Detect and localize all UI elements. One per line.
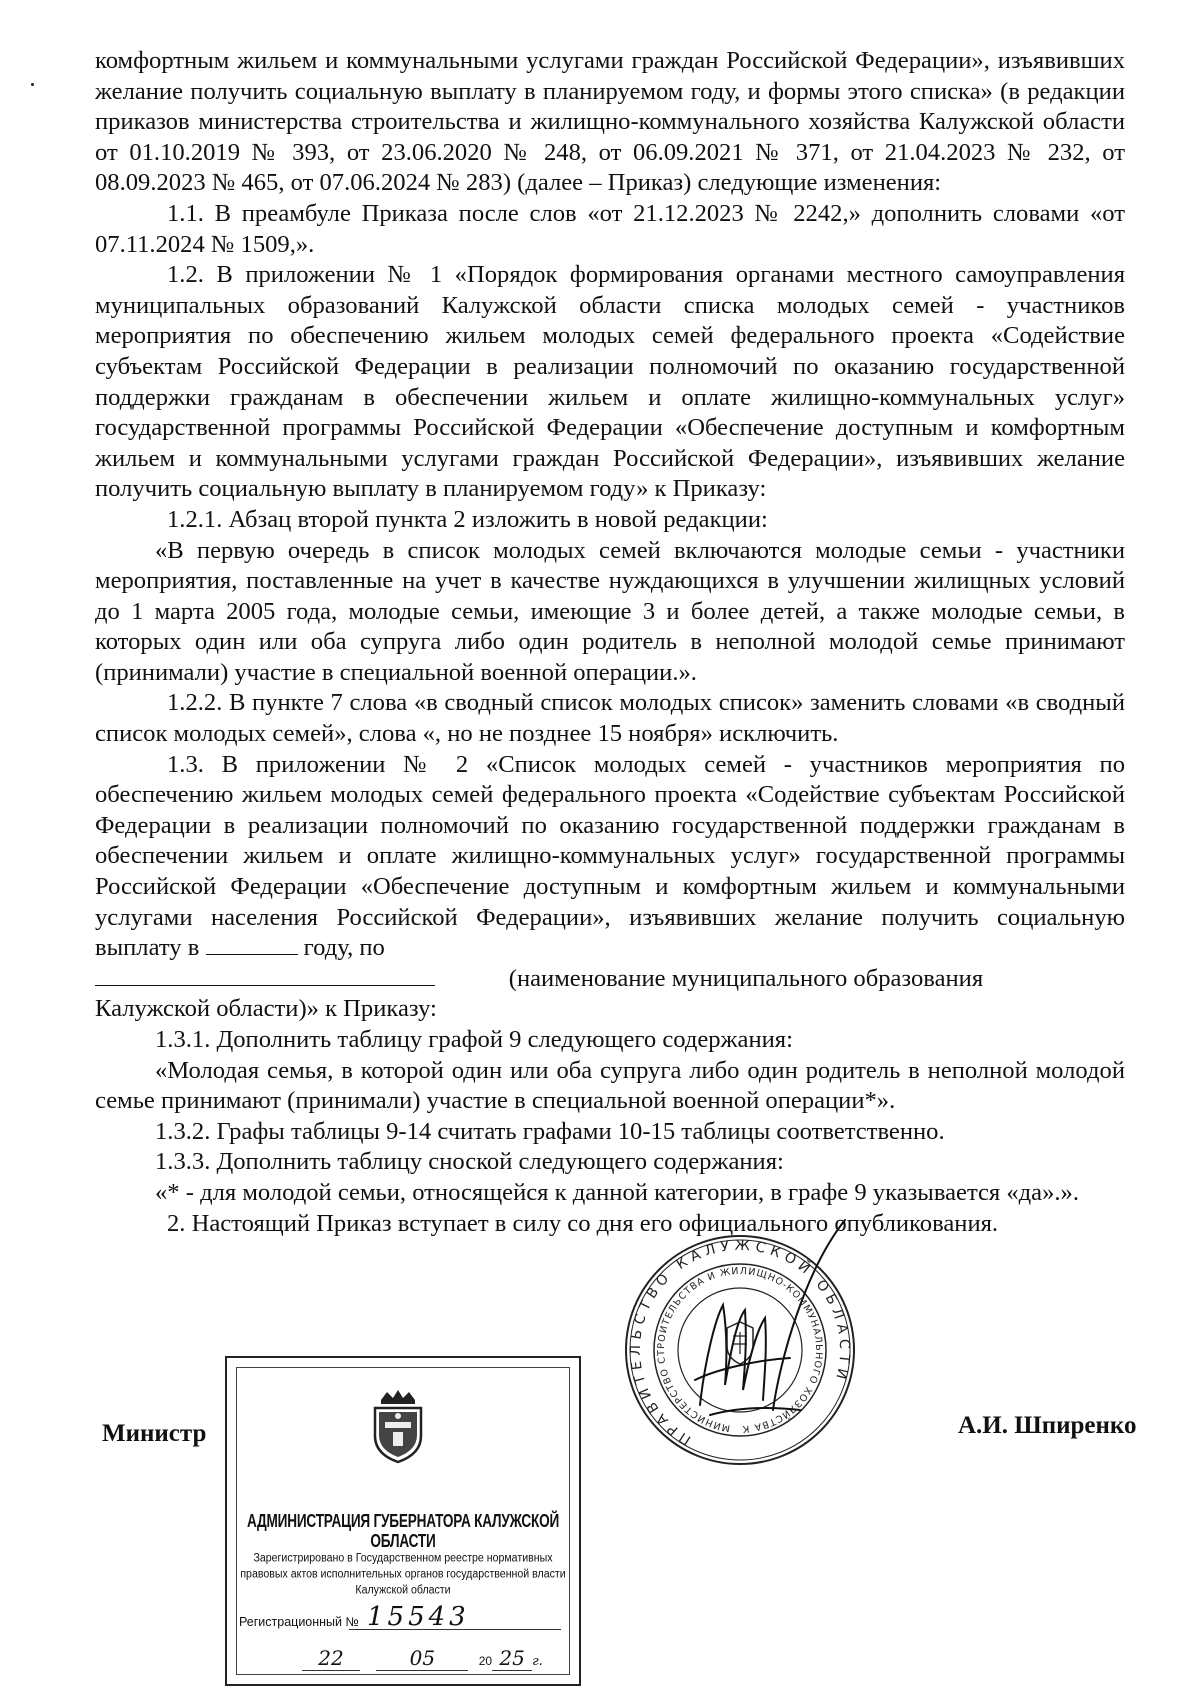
seal-inner-path: МИНИСТЕРСТВО СТРОИТЕЛЬСТВА И ЖИЛИЩНО-КОММУНАЛЬНОГО ХОЗЯЙСТВА К bbox=[655, 1265, 825, 1435]
coat-of-arms-icon bbox=[367, 1386, 429, 1466]
registration-number-label: Регистрационный № bbox=[239, 1615, 359, 1629]
paragraph-1-2-1: 1.2.1. Абзац второй пункта 2 изложить в новой редакции: bbox=[167, 505, 768, 533]
paragraph-1-3-municipality bbox=[95, 964, 1125, 995]
paragraph-1-3-text: 1.3. В приложении № 2 «Список молодых семей - участников мероприятия по обеспечению жильем молодых семей федерального проекта «Содействие субъектам Российской Федерации в реализации полномочий по оказанию государственной поддержки гражданам в обеспечении жильем и оплате жилищно-коммунальных услуг» государственной программы Российской Федерации «Обеспечение доступным и комфортным жильем и коммунальными услугами населения Российской Федерации», изъявивших желание получить социальную выплату в bbox=[95, 750, 1125, 962]
paragraph-1-1: 1.1. В преамбуле Приказа после слов «от 21.12.2023 № 2242,» дополнить словами «от 07.11.2024 № 1509,». bbox=[95, 199, 1125, 258]
stamp-registration-text: Зарегистрировано в Государственном реестре нормативных правовых актов исполнительных органов государственной власти Калужской области bbox=[240, 1551, 566, 1597]
paragraph-quote-priority: «В первую очередь в список молодых семей включаются молодые семьи - участники мероприятия, поставленные на учет в качестве нуждающихся в улучшении жилищных условий до 1 марта 2005 года, молодые семьи, имеющие 3 и более детей, а также молодые семьи, в которых один или оба супруга либо один родитель в неполной молодой семье принимают (принимали) участие в специальной военной операции.». bbox=[95, 536, 1125, 686]
stamp-organization: АДМИНИСТРАЦИЯ ГУБЕРНАТОРА КАЛУЖСКОЙ ОБЛАСТИ bbox=[246, 1510, 560, 1552]
paragraph-1-3-2: 1.3.2. Графы таблицы 9-14 считать графами 10-15 таблицы соответственно. bbox=[155, 1117, 945, 1145]
paragraph-2: 2. Настоящий Приказ вступает в силу со дня его официального опубликования. bbox=[167, 1209, 999, 1237]
registration-stamp bbox=[225, 1356, 581, 1686]
registration-date bbox=[302, 1646, 543, 1671]
paragraph-1-3-3: 1.3.3. Дополнить таблицу сноской следующего содержания: bbox=[155, 1148, 784, 1176]
registration-day: 22 bbox=[302, 1646, 360, 1671]
paragraph-quote-column: «Молодая семья, в которой один или оба супруга либо один родитель в неполной молодой семье принимают (принимали) участие в специальной военной операции*». bbox=[95, 1056, 1125, 1115]
document-body bbox=[95, 46, 1125, 1239]
paragraph-1-2-2: 1.2.2. В пункте 7 слова «в сводный список молодых список» заменить словами «в сводный список молодых семей», слова «, но не позднее 15 ноября» исключить. bbox=[95, 689, 1125, 748]
registration-number: 15543 bbox=[367, 1602, 470, 1632]
paragraph-1-3 bbox=[95, 750, 1125, 964]
paragraph-quote-footnote: «* - для молодой семьи, относящейся к данной категории, в графе 9 указывается «да».». bbox=[155, 1178, 1079, 1206]
paragraph-1-3-year: году, по bbox=[303, 934, 385, 962]
registration-month: 05 bbox=[376, 1646, 468, 1671]
minister-title: Министр bbox=[102, 1420, 207, 1447]
paragraph-1-2: 1.2. В приложении № 1 «Порядок формирования органами местного самоуправления муниципальных образований Калужской области списка молодых семей - участников мероприятия по обеспечению жильем молодых семей федерального проекта «Содействие субъектам Российской Федерации в реализации полномочий по оказанию государственной поддержки гражданам в обеспечении жильем и оплате жилищно-коммунальных услуг» государственной программы Российской Федерации «Обеспечение доступным и комфортным жильем и коммунальными услугами граждан Российской Федерации», изъявивших желание получить социальную выплату в планируемом году» к Приказу: bbox=[95, 261, 1125, 503]
registration-year-prefix: 20 bbox=[478, 1654, 493, 1668]
year-blank bbox=[206, 934, 298, 955]
municipality-blank bbox=[95, 965, 435, 986]
paragraph-intro: комфортным жильем и коммунальными услугами граждан Российской Федерации», изъявивших желание получить социальную выплату в планируемом году, и формы этого списка» (в редакции приказов министерства строительства и жилищно-коммунального хозяйства Калужской области от 01.10.2019 № 393, от 23.06.2020 № 248, от 06.09.2021 № 371, от 21.04.2023 № 232, от 08.09.2023 № 465, от 07.06.2024 № 283) (далее – Приказ) следующие изменения: bbox=[95, 47, 1125, 197]
signer-name: А.И. Шпиренко bbox=[958, 1412, 1137, 1439]
registration-year: 25 bbox=[492, 1646, 532, 1671]
registration-year-abbr: г. bbox=[532, 1654, 543, 1669]
paragraph-1-3-1: 1.3.1. Дополнить таблицу графой 9 следующего содержания: bbox=[155, 1026, 793, 1053]
municipality-caption: (наименование муниципального образования bbox=[508, 964, 984, 992]
official-seal bbox=[615, 1210, 865, 1490]
paragraph-1-3-end: Калужской области)» к Приказу: bbox=[95, 995, 437, 1023]
seal-outer-path: ПРАВИТЕЛЬСТВО КАЛУЖСКОЙ ОБЛАСТИ bbox=[627, 1237, 853, 1448]
scan-speck bbox=[31, 83, 34, 86]
